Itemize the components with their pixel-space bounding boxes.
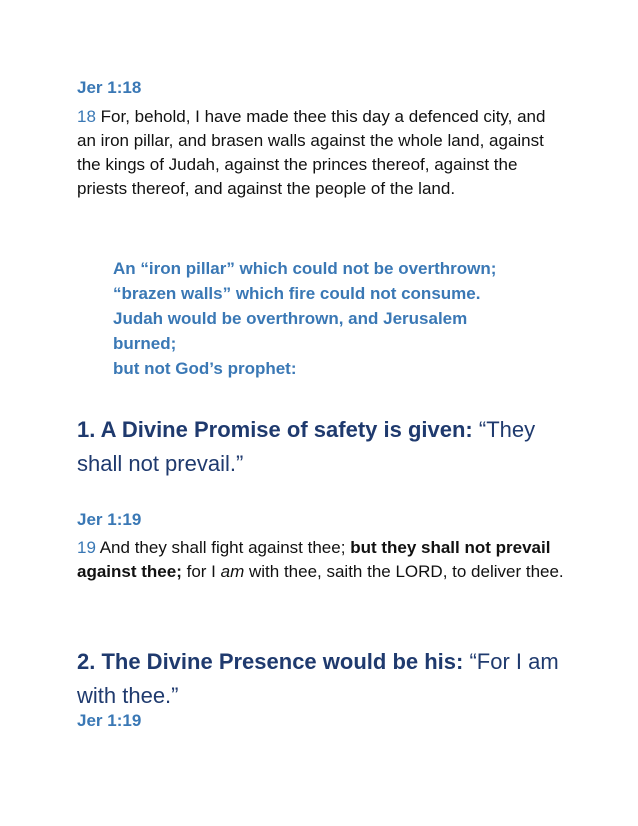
scripture-reference: Jer 1:19 bbox=[77, 510, 142, 529]
heading-title: 2. The Divine Presence bbox=[77, 649, 317, 674]
verse-text: for I bbox=[186, 562, 216, 581]
scripture-reference: Jer 1:18 bbox=[77, 78, 142, 97]
heading-subtitle: would be his: bbox=[322, 649, 464, 674]
verse-text: For, behold, I have made thee this day a defenced city, and an iron pillar, and brasen walls against the whole land, against the kings of Judah, against the princes thereof, against the priests thereof, and against the people of the land. bbox=[77, 107, 546, 198]
commentary-line: An “iron pillar” which could not be overthrown; bbox=[113, 259, 497, 278]
verse-number: 18 bbox=[77, 107, 96, 126]
heading-quote: “For I am with thee.” bbox=[77, 649, 559, 708]
commentary-line: “brazen walls” which fire could not consume. bbox=[113, 284, 481, 303]
section-heading bbox=[77, 645, 572, 713]
heading-title: 1. A Divine Promise bbox=[77, 417, 281, 442]
verse-italic: am bbox=[220, 562, 245, 581]
section-heading bbox=[77, 413, 572, 481]
heading-quote: “They shall not prevail.” bbox=[77, 417, 536, 476]
scripture-verse bbox=[77, 105, 567, 201]
scripture-reference: Jer 1:19 bbox=[77, 711, 142, 730]
commentary-block bbox=[113, 256, 533, 381]
verse-text: And they shall fight against thee; bbox=[99, 538, 346, 557]
verse-emphasis: but they shall not prevail against thee; bbox=[77, 538, 551, 581]
scripture-verse bbox=[77, 536, 567, 584]
verse-text: with thee, saith the LORD, to deliver thee. bbox=[248, 562, 564, 581]
heading-subtitle: of safety is given: bbox=[286, 417, 473, 442]
commentary-line: but not God’s prophet: bbox=[113, 359, 297, 378]
commentary-line: Judah would be overthrown, and Jerusalem burned; bbox=[113, 309, 468, 353]
verse-number: 19 bbox=[77, 538, 96, 557]
